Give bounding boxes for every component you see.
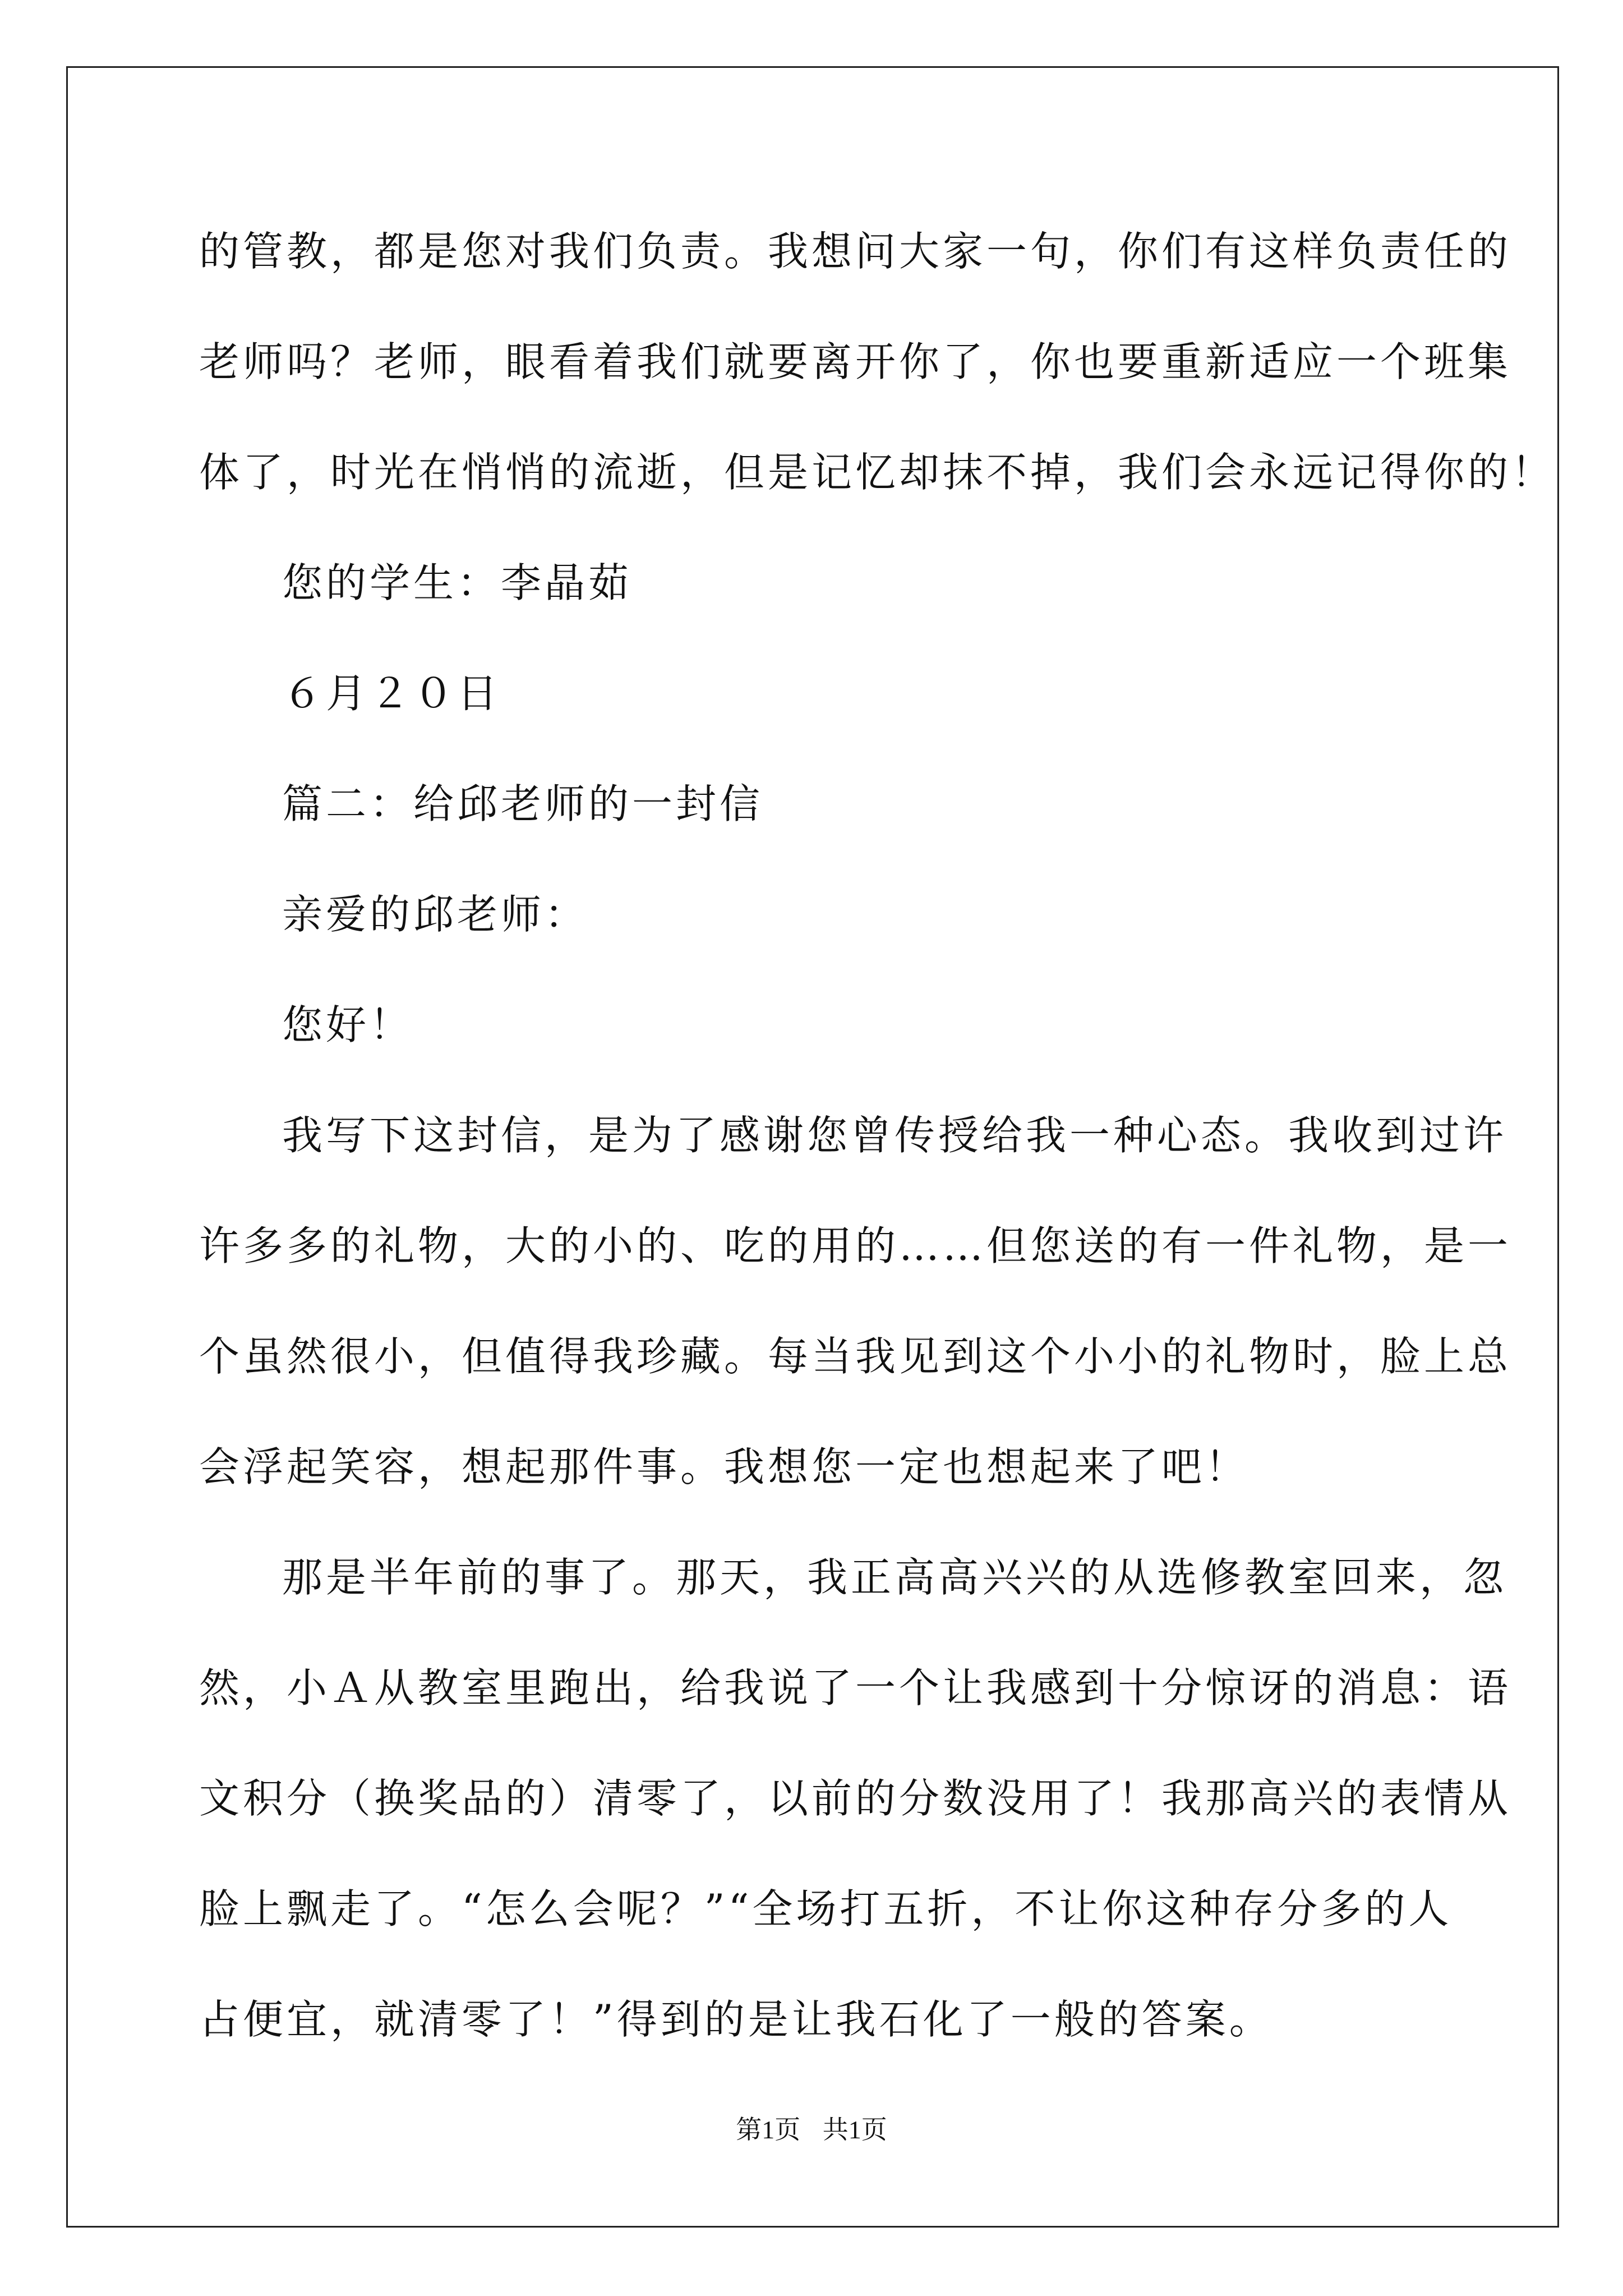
date-line: ６月２０日 xyxy=(282,670,501,717)
section-heading: 篇二：给邱老师的一封信 xyxy=(282,780,764,827)
text-line: 个虽然很小，但值得我珍藏。每当我见到这个小小的礼物时，脸上总 xyxy=(199,1333,1512,1380)
text-line: 脸上飘走了。“怎么会呢？”“全场打五折，不让你这种存分多的人 xyxy=(199,1885,1453,1932)
text-line: 我写下这封信，是为了感谢您曾传授给我一种心态。我收到过许 xyxy=(282,1112,1507,1159)
signature-line: 您的学生：李晶茹 xyxy=(282,559,633,606)
text-line: 体了，时光在悄悄的流逝，但是记忆却抹不掉，我们会永远记得你的！ xyxy=(199,449,1556,496)
page-number: 第1页 xyxy=(736,2115,801,2144)
text-line: 然，小Ａ从教室里跑出，给我说了一个让我感到十分惊讶的消息：语 xyxy=(199,1664,1512,1711)
greeting: 您好！ xyxy=(282,1001,414,1048)
text-line: 许多多的礼物，大的小的、吃的用的……但您送的有一件礼物，是一 xyxy=(199,1222,1512,1269)
document-body xyxy=(199,196,1556,2075)
text-line: 文积分（换奖品的）清零了，以前的分数没用了！我那高兴的表情从 xyxy=(199,1775,1512,1822)
page-total: 共1页 xyxy=(822,2115,887,2144)
text-line: 的管教，都是您对我们负责。我想问大家一句，你们有这样负责任的 xyxy=(199,228,1512,275)
page-footer xyxy=(0,2109,1623,2146)
text-line: 会浮起笑容，想起那件事。我想您一定也想起来了吧！ xyxy=(199,1443,1249,1490)
text-line: 占便宜，就清零了！”得到的是让我石化了一般的答案。 xyxy=(199,1996,1273,2043)
salutation: 亲爱的邱老师： xyxy=(282,891,589,938)
text-line: 那是半年前的事了。那天，我正高高兴兴的从选修教室回来，忽 xyxy=(282,1554,1507,1601)
text-line: 老师吗？老师，眼看着我们就要离开你了，你也要重新适应一个班集 xyxy=(199,338,1512,385)
